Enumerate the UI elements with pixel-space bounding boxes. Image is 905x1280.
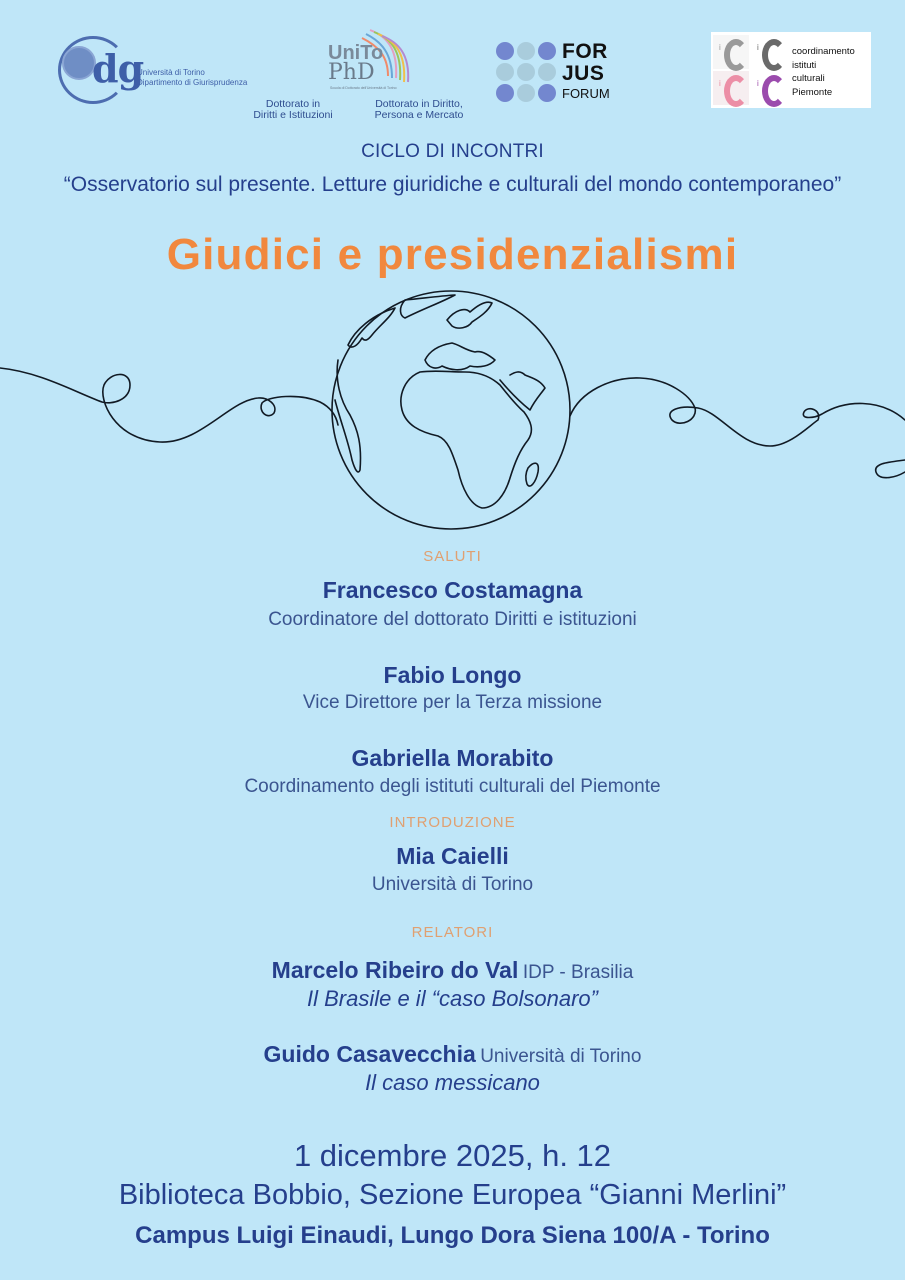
caption-line: Persona e Mercato: [374, 109, 464, 121]
event-venue: Biblioteca Bobbio, Sezione Europea “Gianni Merlini”: [118, 1179, 787, 1211]
ic-line: istituti: [792, 59, 817, 71]
event-date: 1 dicembre 2025, h. 12: [293, 1138, 612, 1173]
ic-grey-dark-icon: i: [751, 35, 787, 69]
speaker-affiliation: Università di Torino: [480, 1046, 642, 1067]
ic-grey-light-icon: i: [713, 35, 749, 69]
series-subtitle: “Osservatorio sul presente. Letture giuridiche e culturali del mondo contemporaneo”: [63, 173, 842, 196]
university-seal-icon: [62, 46, 96, 80]
dot-icon: [496, 84, 514, 102]
speaker-role: Coordinatore del dottorato Diritti e istituzioni: [268, 609, 637, 630]
caption-line: Dottorato in Diritto,: [375, 98, 463, 110]
talk-topic: Il Brasile e il “caso Bolsonaro”: [306, 986, 598, 1011]
phd-caption-diritti-istituzioni: [240, 99, 346, 121]
speaker-affiliation: IDP - Brasilia: [522, 962, 634, 983]
ic-line: coordinamento: [792, 46, 855, 57]
logo-coordinamento-istituti-culturali: [711, 32, 871, 108]
forjus-forum: FORUM: [562, 86, 610, 101]
logo-forjus-forum: [496, 40, 626, 104]
dot-icon: [538, 63, 556, 81]
phd-caption-persona-mercato: [360, 99, 478, 121]
section-label-introduzione: INTRODUZIONE: [389, 814, 516, 831]
caption-line: Dottorato in: [265, 98, 321, 110]
phd-logo-subtitle: Scuola di Dottorato dell'Università di Torino: [330, 86, 397, 90]
speaker-name: Fabio Longo: [383, 662, 522, 688]
speaker-role: Coordinamento degli istituti culturali del Piemonte: [244, 776, 661, 797]
logo-dg-line1: Università di Torino: [137, 68, 205, 77]
dg-mark: dg: [92, 46, 144, 91]
relatore-line: [0, 1041, 905, 1068]
series-label: CICLO DI INCONTRI: [361, 141, 544, 162]
dot-icon: [496, 63, 514, 81]
page-title: Giudici e presidenzialismi: [166, 230, 739, 279]
speaker-name: Gabriella Morabito: [351, 745, 554, 771]
forjus-jus: JUS: [562, 62, 605, 85]
section-label-saluti: SALUTI: [423, 548, 482, 565]
speaker-name: Mia Caielli: [396, 843, 509, 869]
speaker-name: Marcelo Ribeiro do Val: [271, 957, 519, 983]
forjus-for: FOR: [562, 40, 608, 63]
logo-dipartimento-giurisprudenza: [58, 36, 258, 106]
ic-purple-icon: i: [751, 71, 787, 105]
dot-icon: [517, 42, 535, 60]
phd-logo-phd: PhD: [328, 60, 375, 85]
section-label-relatori: RELATORI: [411, 924, 494, 941]
logo-unito-phd: [326, 28, 416, 96]
dot-icon: [538, 84, 556, 102]
globe-line-art-icon: [0, 285, 905, 535]
talk-topic: Il caso messicano: [365, 1070, 540, 1095]
speaker-role: Università di Torino: [371, 874, 534, 895]
speaker-role: Vice Direttore per la Terza missione: [302, 692, 603, 713]
dot-icon: [517, 84, 535, 102]
ic-text: [792, 45, 855, 99]
ic-line: Piemonte: [792, 86, 833, 98]
logo-dg-line2: Dipartimento di Giurisprudenza: [137, 78, 248, 87]
event-address: Campus Luigi Einaudi, Lungo Dora Siena 100/A - Torino: [135, 1222, 770, 1249]
speaker-name: Francesco Costamagna: [322, 577, 583, 603]
relatore-line: [0, 957, 905, 984]
dot-icon: [496, 42, 514, 60]
dot-icon: [517, 63, 535, 81]
ic-pink-icon: i: [713, 71, 749, 105]
phd-logo-unito: UniTo: [328, 42, 384, 64]
caption-line: Diritti e Istituzioni: [253, 109, 333, 121]
ic-line: culturali: [792, 73, 825, 84]
dot-icon: [538, 42, 556, 60]
speaker-name: Guido Casavecchia: [263, 1041, 476, 1067]
